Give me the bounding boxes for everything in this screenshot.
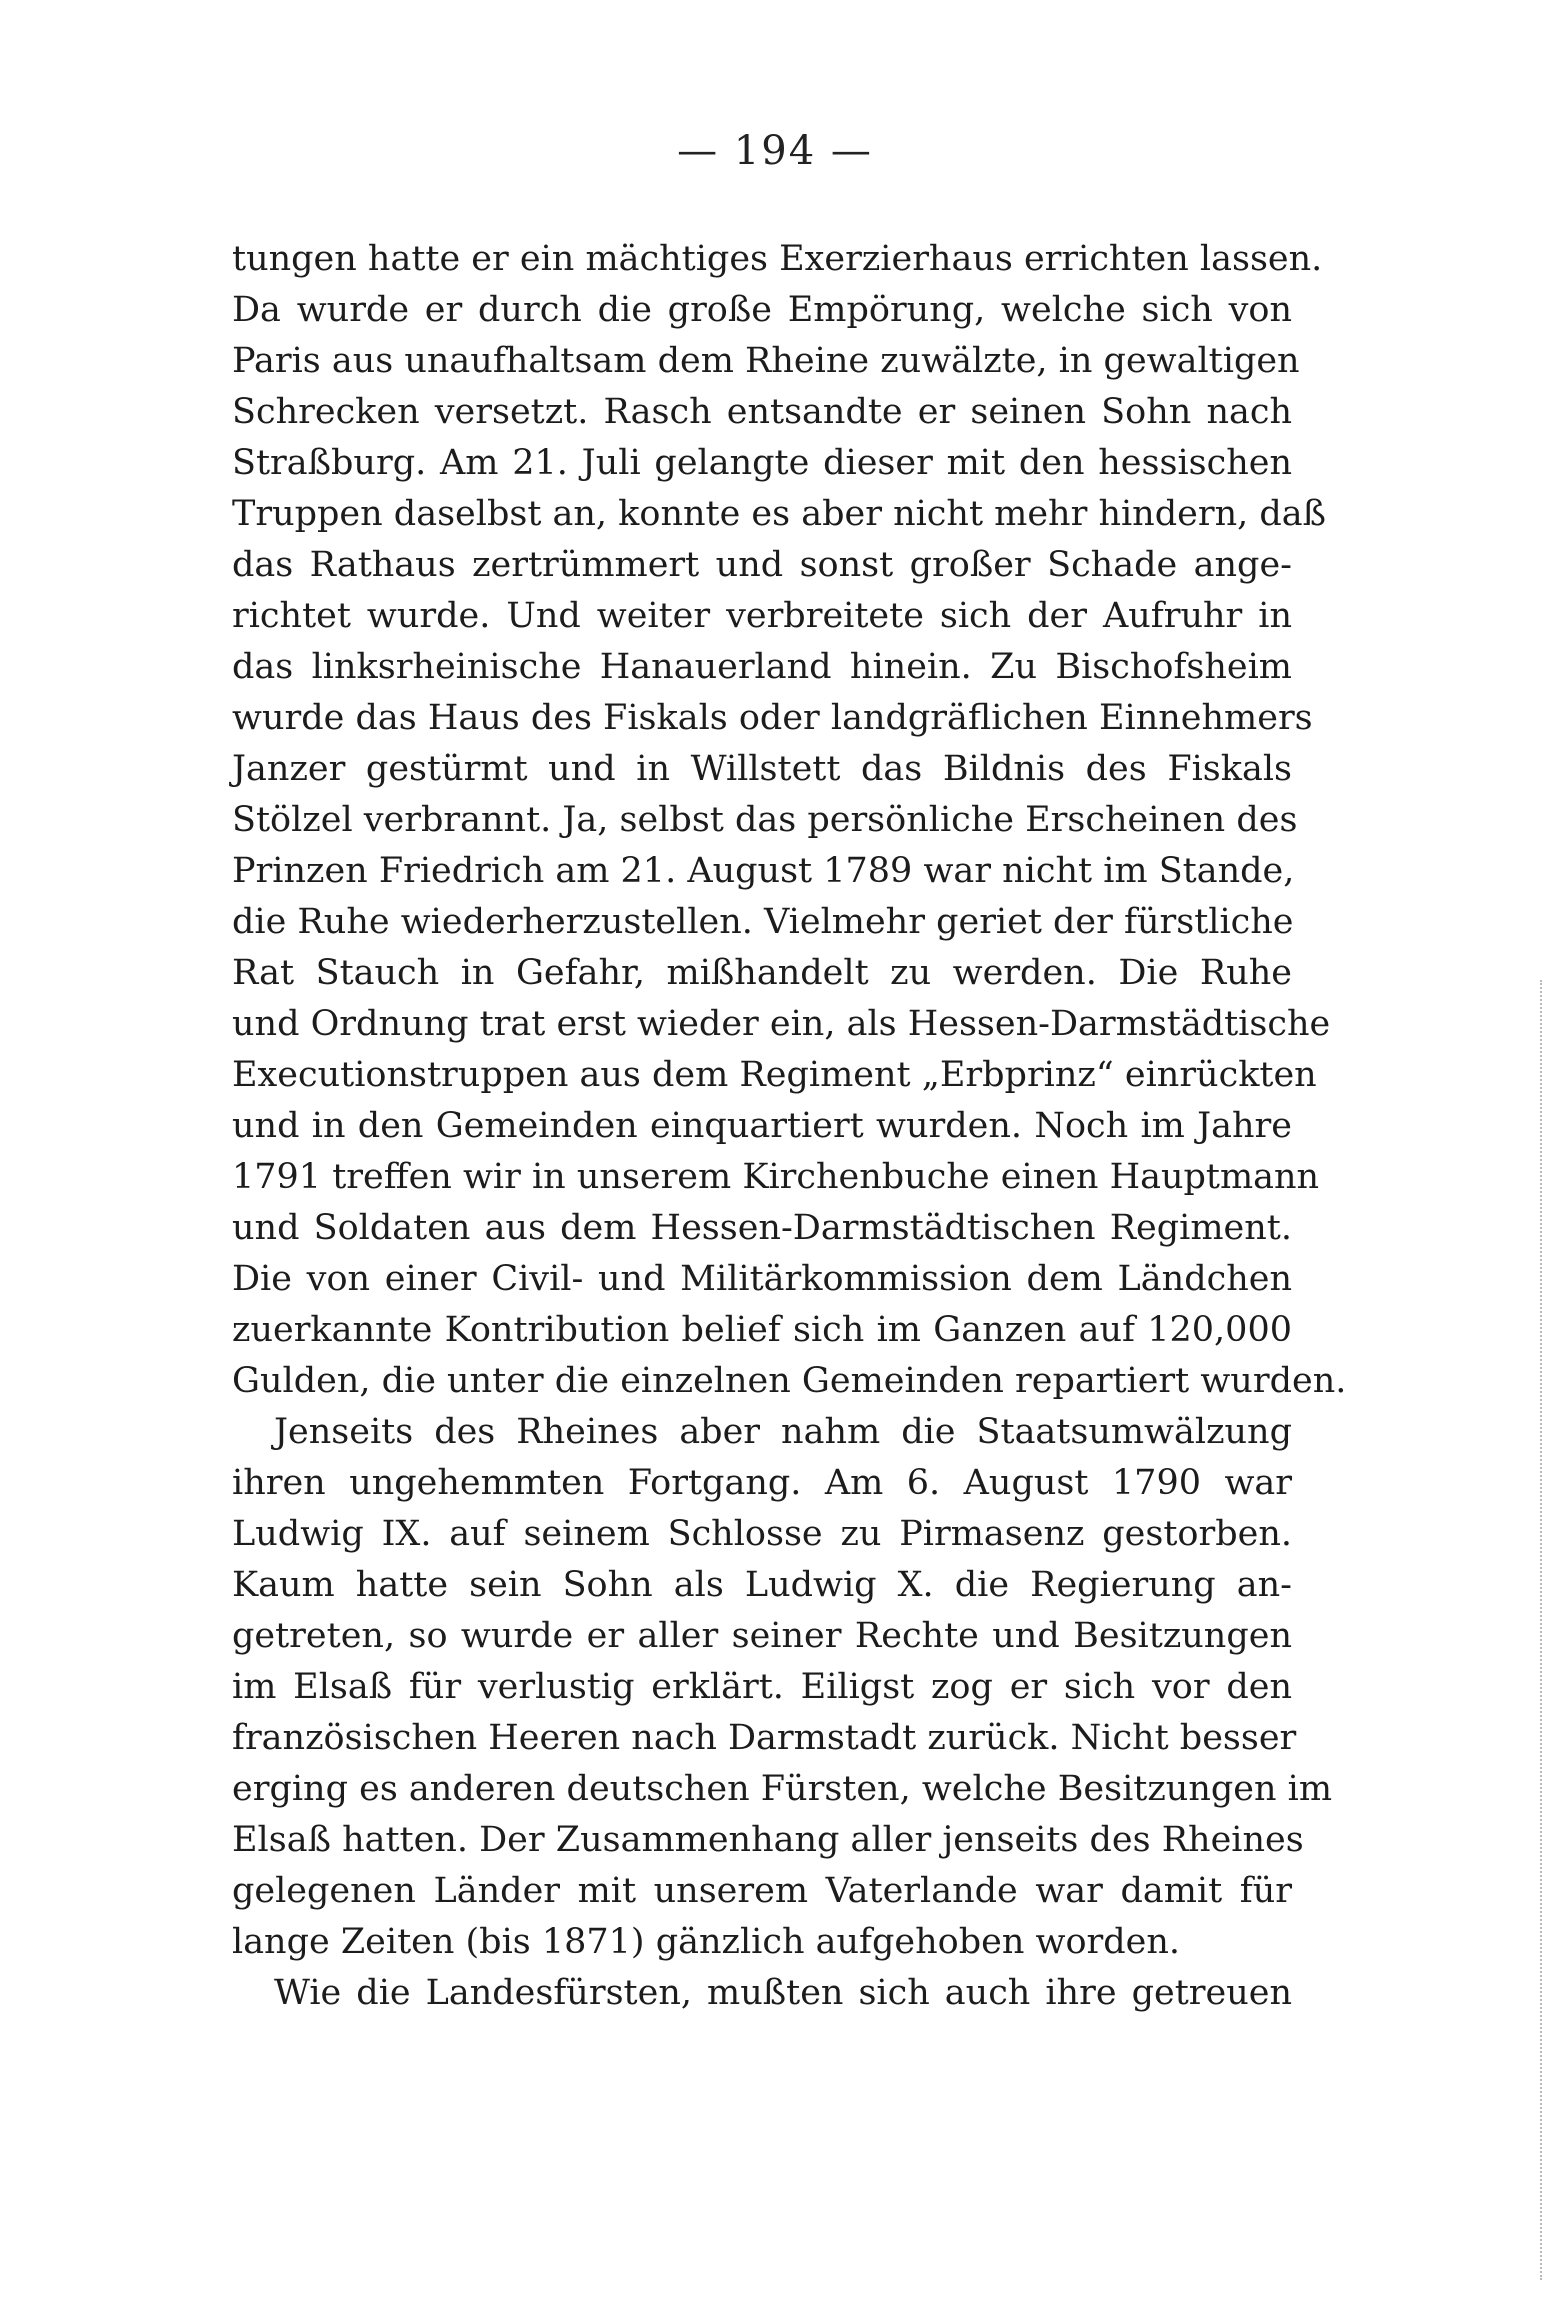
page-number: — 194 — [677,128,873,174]
text-line: und in den Gemeinden einquartiert wurden. Noch im Jahre [232,1106,1292,1146]
text-line: französischen Heeren nach Darmstadt zurück. Nicht besser [232,1718,1297,1758]
paragraph-end-line: Gulden, die unter die einzelnen Gemeinden repartiert wurden. [232,1361,1347,1401]
text-line: Janzer gestürmt und in Willstett das Bildnis des Fiskals [232,749,1292,789]
text-line: Stölzel verbrannt. Ja, selbst das persönliche Erscheinen des [232,800,1298,840]
text-line: wurde das Haus des Fiskals oder landgräflichen Einnehmers [232,698,1313,738]
paragraph-end-line: lange Zeiten (bis 1871) gänzlich aufgehoben worden. [232,1922,1181,1962]
text-line: 1791 treffen wir in unserem Kirchenbuche einen Hauptmann [232,1157,1320,1197]
text-line: Da wurde er durch die große Empörung, welche sich von [232,290,1292,330]
paragraph-start-line: Wie die Landesfürsten, mußten sich auch ihre getreuen [274,1973,1292,2013]
text-line: richtet wurde. Und weiter verbreitete sich der Aufruhr in [232,596,1292,636]
text-line: Kaum hatte sein Sohn als Ludwig X. die Regierung an- [232,1565,1292,1605]
text-line: und Ordnung trat erst wieder ein, als Hessen-Darmstädtische [232,1004,1331,1044]
scan-edge-marks [1538,980,1542,2280]
text-line: Straßburg. Am 21. Juli gelangte dieser mit den hessischen [232,443,1292,483]
text-line: und Soldaten aus dem Hessen-Darmstädtischen Regiment. [232,1208,1292,1248]
paragraph-start-line: Jenseits des Rheines aber nahm die Staatsumwälzung [274,1412,1292,1452]
text-line: im Elsaß für verlustig erklärt. Eiligst zog er sich vor den [232,1667,1292,1707]
body-text [232,234,1347,2019]
text-line: die Ruhe wiederherzustellen. Vielmehr geriet der fürstliche [232,902,1294,942]
text-line: ihren ungehemmten Fortgang. Am 6. August 1790 war [232,1463,1292,1503]
text-line: getreten, so wurde er aller seiner Rechte und Besitzungen [232,1616,1292,1656]
text-line: das linksrheinische Hanauerland hinein. Zu Bischofsheim [232,647,1292,687]
text-line: erging es anderen deutschen Fürsten, welche Besitzungen im [232,1769,1333,1809]
text-line: Ludwig IX. auf seinem Schlosse zu Pirmasenz gestorben. [232,1514,1292,1554]
text-line: Prinzen Friedrich am 21. August 1789 war nicht im Stande, [232,851,1295,891]
text-line: gelegenen Länder mit unserem Vaterlande war damit für [232,1871,1292,1911]
text-line: Schrecken versetzt. Rasch entsandte er seinen Sohn nach [232,392,1292,432]
text-line: Executionstruppen aus dem Regiment „Erbprinz“ einrückten [232,1055,1317,1095]
text-line: zuerkannte Kontribution belief sich im Ganzen auf 120,000 [232,1310,1292,1350]
text-line: tungen hatte er ein mächtiges Exerzierhaus errichten lassen. [232,239,1323,279]
text-line: Rat Stauch in Gefahr, mißhandelt zu werden. Die Ruhe [232,953,1292,993]
text-line: Elsaß hatten. Der Zusammenhang aller jenseits des Rheines [232,1820,1304,1860]
text-line: Paris aus unaufhaltsam dem Rheine zuwälzte, in gewaltigen [232,341,1300,381]
text-line: das Rathaus zertrümmert und sonst großer Schade ange- [232,545,1292,585]
text-line: Die von einer Civil- und Militärkommission dem Ländchen [232,1259,1292,1299]
text-line: Truppen daselbst an, konnte es aber nicht mehr hindern, daß [232,494,1327,534]
